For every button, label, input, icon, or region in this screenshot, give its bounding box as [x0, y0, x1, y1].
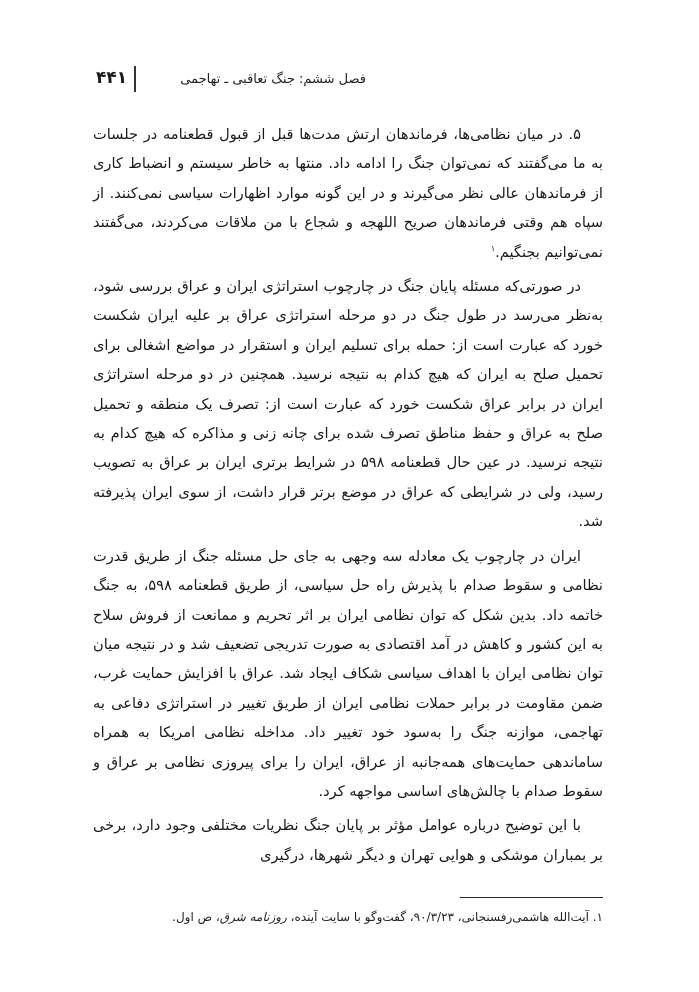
paragraph: در صورتی‌که مسئله پایان جنگ در چارچوب استراتژی ایران و عراق بررسی شود، به‌نظر می‌رسد در طول جنگ در دو مرحله استراتژی عراق بر علیه ایران شکست خورد که عبارت است از: حمله برای تسلیم ایران و استقرار در مواضع اشغالی برای تحمیل صلح به ایران که هیچ کدام به نتیجه نرسید. همچنین در دو مرحله استراتژی ایران در برابر عراق شکست خورد که عبارت است از: تصرف یک منطقه و تحمیل صلح به عراق و حفظ مناطق تصرف شده برای چانه زنی و مذاکره که هیچ کدام به نتیجه نرسید. در عین حال قطعنامه ۵۹۸ در شرایط برتری ایران بر عراق به تصویب رسید، ولی در شرایطی که عراق در موضع برتر قرار داشت، از سوی ایران پذیرفته شد. — [93, 278, 603, 531]
body-text — [93, 120, 603, 870]
footnote: ۱. آیت‌الله هاشمی‌رفسنجانی، ۹۰/۳/۲۳، گفت‌وگو با سایت آینده، روزنامه شرق، ص اول. — [172, 910, 603, 924]
footnote-divider — [460, 897, 603, 898]
running-header — [96, 64, 366, 94]
footnote-marker: ۱ — [490, 243, 496, 253]
paragraph: با این توضیح درباره عوامل مؤثر بر پایان جنگ نظریات مختلفی وجود دارد، برخی بر بمباران موشکی و هوایی تهران و دیگر شهرها، درگیری — [93, 817, 603, 864]
newspaper-name: روزنامه شرق — [219, 910, 287, 924]
page-number: ۴۴۱ — [96, 68, 128, 88]
chapter-title: فصل ششم: جنگ تعاقبی ـ تهاجمی — [180, 71, 366, 87]
header-divider — [134, 66, 136, 92]
paragraph: ۵. در میان نظامی‌ها، فرماندهان ارتش مدت‌ها قبل از قبول قطعنامه در جلسات به ما می‌گفتند که نمی‌توان جنگ را ادامه داد. منتها به خاطر سیستم و انضباط کاری از فرماندهان عالی نظر می‌گیرند و در این گونه موارد اظهارات سیاسی نمی‌کنند. از سپاه هم وقتی فرماندهان صریح اللهجه و شجاع با من ملاقات می‌کردند، می‌گفتند نمی‌توانیم بجنگیم.$^۱$ — [93, 126, 603, 261]
paragraph: ایران در چارچوب یک معادله سه وجهی به جای حل مسئله جنگ از طریق قدرت نظامی و سقوط صدام با پذیرش راه حل سیاسی، از طریق قطعنامه ۵۹۸، به جنگ خاتمه داد. بدین شکل که توان نظامی ایران بر اثر تحریم و ممانعت از فروش سلاح به این کشور و کاهش در آمد اقتصادی به صورت تدریجی تضعیف شد و در نتیجه میان توان نظامی ایران با اهداف سیاسی شکاف ایجاد شد. عراق با افزایش حمایت غرب، ضمن مقاومت در برابر حملات نظامی ایران از طریق تغییر در استراتژی دفاعی به تهاجمی، موازنه جنگ را به‌سود خود تغییر داد. مداخله نظامی امریکا به همراه ساماندهی حمایت‌های همه‌جانبه از عراق، ایران را برای پیروزی نظامی بر عراق و سقوط صدام با چالش‌های اساسی مواجهه کرد. — [93, 547, 603, 800]
